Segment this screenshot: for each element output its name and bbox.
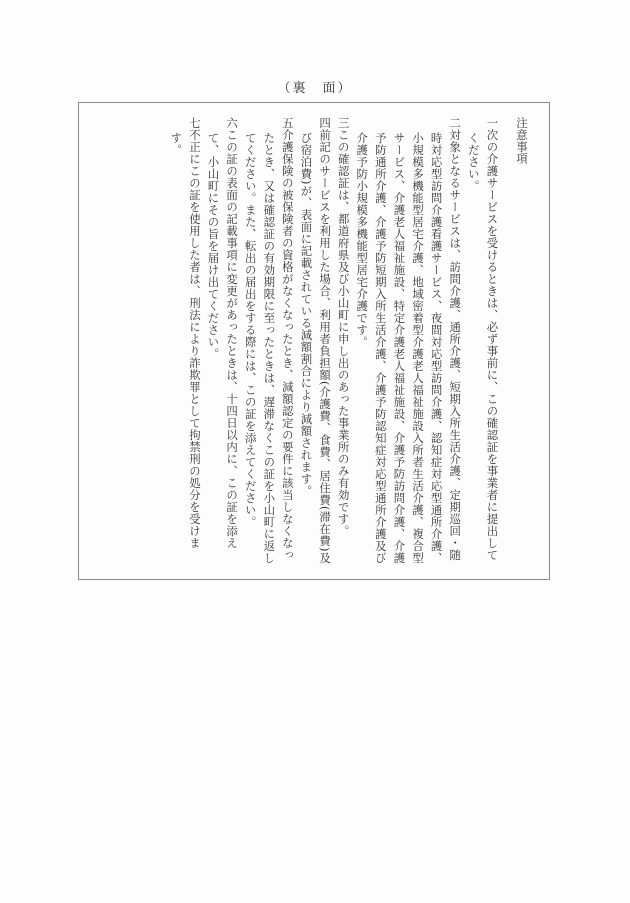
item-number: 二: [448, 117, 463, 129]
item-number: 三: [336, 117, 351, 129]
item-text: 次の介護サービスを受けるときは、必ず事前に、この確認証を事業者に提出してください。: [466, 129, 500, 561]
item-text: この証の表面の記載事項に変更があったときは、十四日以内に、この証を添えて、小山町にその旨を届け出てください。: [206, 129, 240, 549]
item-text: 不正にこの証を使用した者は、刑法により詐欺罪として拘禁刑の処分を受けます。: [169, 129, 202, 549]
page-side-label: （裏 面）: [277, 81, 353, 96]
item-number: 一: [485, 117, 500, 129]
item-text: この確認証は、都道府県及び小山町に申し出のあった事業所のみ有効です。: [336, 129, 351, 537]
item-text: 対象となるサービスは、訪問介護、通所介護、短期入所生活介護、定期巡回・随時対応型訪問介護看護サービス、夜間対応型訪問介護、認知症対応型通所介護、小規模多機能型居宅介護、地域密着型介護老人福祉施設入所者生活介護、複合型サービス、介護老人福祉施設、特定介護老人福祉施設、介護予防訪問介護、介護予防通所介護、介護予防短期入所生活介護、介護予防認知症対応型通所介護及び介護予防小規模多機能型居宅介護です。: [355, 129, 463, 564]
notice-item-2: [353, 117, 465, 567]
notice-item-4: [297, 117, 334, 567]
notice-item-7: [167, 117, 204, 567]
notice-box: [78, 102, 550, 580]
item-number: 六: [225, 117, 240, 129]
notice-item-6: [204, 117, 241, 567]
item-number: 七: [187, 117, 202, 129]
item-text: 前記のサービスを利用した場合、利用者負担額(介護費、食費、居住費(滞在費)及び宿泊費)が、表面に記載されている減額割合により減額されます。: [299, 129, 333, 565]
notice-item-1: [464, 117, 501, 567]
item-number: 五: [280, 117, 295, 129]
notice-item-5: [241, 117, 297, 567]
notice-content: [167, 117, 531, 567]
item-number: 四: [318, 117, 333, 129]
notice-title: 注意事項: [515, 117, 529, 165]
notice-item-3: [334, 117, 353, 567]
item-text: 介護保険の被保険者の資格がなくなったとき、減額認定の要件に該当しなくなったとき、又は確認証の有効期限に至ったときは、遅滞なくこの証を小山町に返してください。また、転出の届出をする際には、この証を添えてください。: [243, 129, 295, 564]
